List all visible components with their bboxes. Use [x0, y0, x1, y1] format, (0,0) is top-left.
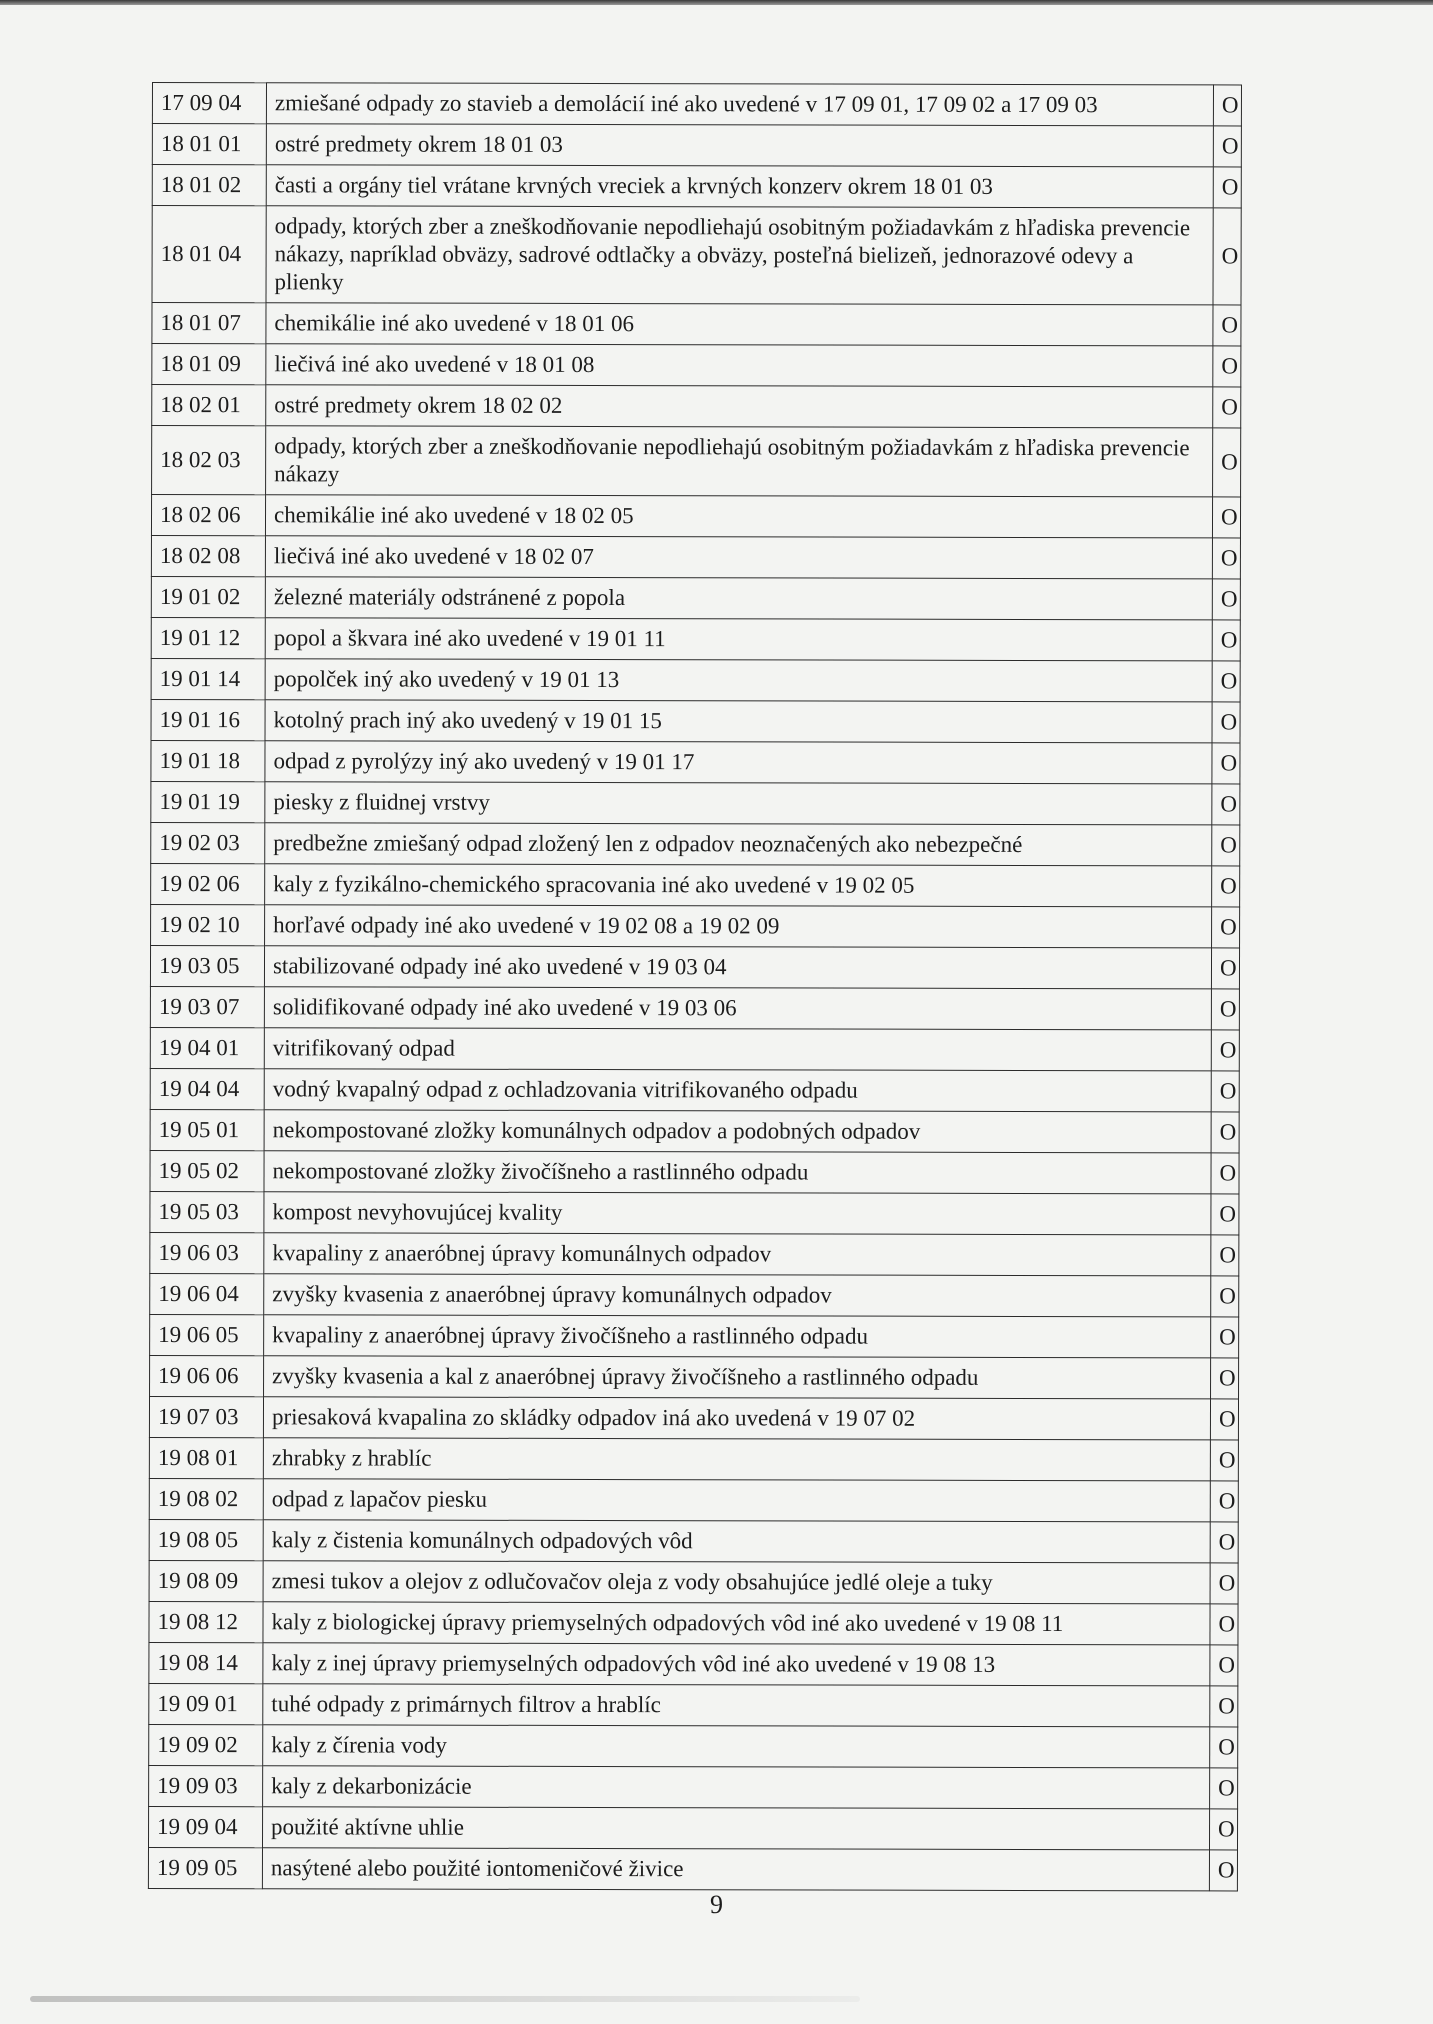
waste-description-cell: zhrabky z hrablíc	[263, 1438, 1210, 1481]
waste-description-cell: nekompostované zložky živočíšneho a rastlinného odpadu	[264, 1151, 1211, 1194]
waste-code-cell: 19 01 16	[151, 699, 265, 740]
waste-category-cell: O	[1210, 1604, 1238, 1645]
table-row	[151, 535, 1240, 578]
waste-category-cell: O	[1213, 305, 1241, 346]
waste-description-cell: vodný kvapalný odpad z ochladzovania vitrifikovaného odpadu	[264, 1069, 1211, 1112]
waste-description-cell: nasýtené alebo použité iontomeničové živice	[262, 1848, 1209, 1891]
table-row	[152, 385, 1241, 428]
waste-catalog-table	[148, 82, 1242, 1891]
waste-description-cell: kaly z čistenia komunálnych odpadových vôd	[263, 1520, 1210, 1563]
table-row	[151, 781, 1240, 824]
table-row	[150, 1232, 1239, 1275]
waste-description-cell: ostré predmety okrem 18 01 03	[266, 124, 1213, 167]
waste-category-cell: O	[1212, 538, 1240, 579]
table-row	[152, 344, 1241, 387]
waste-code-cell: 19 06 05	[150, 1314, 264, 1355]
waste-category-cell: O	[1211, 1358, 1239, 1399]
waste-code-cell: 18 01 04	[152, 206, 266, 303]
waste-category-cell: O	[1213, 428, 1241, 497]
table-row	[149, 1683, 1238, 1726]
waste-description-cell: železné materiály odstránené z popola	[265, 577, 1212, 620]
waste-category-cell: O	[1211, 1153, 1239, 1194]
waste-code-cell: 19 08 05	[149, 1519, 263, 1560]
waste-code-cell: 19 01 18	[151, 740, 265, 781]
waste-table-body	[148, 83, 1241, 1891]
table-row	[151, 822, 1240, 865]
waste-code-cell: 19 01 19	[151, 781, 265, 822]
table-row	[150, 1314, 1239, 1357]
waste-category-cell: O	[1212, 579, 1240, 620]
waste-category-cell: O	[1213, 387, 1241, 428]
table-row	[149, 1560, 1238, 1603]
table-row	[150, 1150, 1239, 1193]
waste-description-cell: kaly z inej úpravy priemyselných odpadových vôd iné ako uvedené v 19 08 13	[263, 1643, 1210, 1686]
waste-code-cell: 19 09 02	[149, 1724, 263, 1765]
waste-category-cell: O	[1210, 1768, 1238, 1809]
waste-category-cell: O	[1210, 1440, 1238, 1481]
waste-category-cell: O	[1211, 1276, 1239, 1317]
waste-category-cell: O	[1211, 1194, 1239, 1235]
waste-code-cell: 18 01 07	[152, 303, 266, 344]
waste-category-cell: O	[1212, 497, 1240, 538]
waste-code-cell: 19 06 06	[150, 1355, 264, 1396]
waste-code-cell: 19 08 01	[149, 1437, 263, 1478]
waste-description-cell: nekompostované zložky komunálnych odpadov a podobných odpadov	[264, 1110, 1211, 1153]
waste-category-cell: O	[1212, 866, 1240, 907]
waste-code-cell: 19 02 03	[151, 822, 265, 863]
waste-category-cell: O	[1211, 1112, 1239, 1153]
waste-category-cell: O	[1213, 85, 1241, 126]
waste-description-cell: časti a orgány tiel vrátane krvných vreciek a krvných konzerv okrem 18 01 03	[266, 165, 1213, 208]
waste-category-cell: O	[1213, 346, 1241, 387]
waste-code-cell: 19 07 03	[149, 1396, 263, 1437]
table-row	[150, 1068, 1239, 1111]
waste-description-cell: tuhé odpady z primárnych filtrov a hrablíc	[263, 1684, 1210, 1727]
table-row	[152, 303, 1241, 346]
waste-description-cell: kvapaliny z anaeróbnej úpravy komunálnych odpadov	[264, 1233, 1211, 1276]
waste-description-cell: kaly z čírenia vody	[263, 1725, 1210, 1768]
table-row	[152, 426, 1241, 497]
waste-description-cell: odpady, ktorých zber a zneškodňovanie nepodliehajú osobitným požiadavkám z hľadiska prevencie nákazy	[266, 426, 1213, 497]
table-row	[150, 945, 1239, 988]
waste-table-container	[148, 82, 1242, 1891]
waste-description-cell: kaly z fyzikálno-chemického spracovania iné ako uvedené v 19 02 05	[265, 864, 1212, 907]
waste-description-cell: zmesi tukov a olejov z odlučovačov oleja z vody obsahujúce jedlé oleje a tuky	[263, 1561, 1210, 1604]
waste-description-cell: predbežne zmiešaný odpad zložený len z odpadov neoznačených ako nebezpečné	[265, 823, 1212, 866]
waste-description-cell: kaly z dekarbonizácie	[263, 1766, 1210, 1809]
table-row	[152, 165, 1241, 208]
waste-description-cell: kotolný prach iný ako uvedený v 19 01 15	[265, 700, 1212, 743]
page-number: 9	[710, 1890, 723, 1919]
waste-category-cell: O	[1212, 661, 1240, 702]
table-row	[149, 1601, 1238, 1644]
table-row	[152, 83, 1241, 126]
waste-category-cell: O	[1211, 1235, 1239, 1276]
waste-code-cell: 19 02 06	[151, 863, 265, 904]
waste-code-cell: 19 01 14	[151, 658, 265, 699]
table-row	[152, 206, 1241, 305]
waste-category-cell: O	[1210, 1522, 1238, 1563]
waste-category-cell: O	[1212, 784, 1240, 825]
table-row	[151, 740, 1240, 783]
waste-code-cell: 19 09 01	[149, 1683, 263, 1724]
waste-code-cell: 19 03 05	[150, 945, 264, 986]
table-row	[151, 658, 1240, 701]
waste-code-cell: 19 03 07	[150, 986, 264, 1027]
waste-description-cell: odpad z lapačov piesku	[263, 1479, 1210, 1522]
table-row	[150, 1027, 1239, 1070]
waste-description-cell: ostré predmety okrem 18 02 02	[266, 385, 1213, 428]
table-row	[151, 576, 1240, 619]
waste-category-cell: O	[1212, 825, 1240, 866]
waste-category-cell: O	[1211, 989, 1239, 1030]
waste-code-cell: 19 08 02	[149, 1478, 263, 1519]
waste-code-cell: 19 09 05	[148, 1847, 262, 1888]
waste-category-cell: O	[1211, 1317, 1239, 1358]
waste-category-cell: O	[1210, 1727, 1238, 1768]
table-row	[149, 1519, 1238, 1562]
waste-description-cell: liečivá iné ako uvedené v 18 01 08	[266, 344, 1213, 387]
waste-code-cell: 18 02 01	[152, 385, 266, 426]
waste-category-cell: O	[1212, 907, 1240, 948]
table-row	[151, 699, 1240, 742]
waste-code-cell: 18 01 01	[152, 124, 266, 165]
table-row	[149, 1642, 1238, 1685]
table-row	[150, 1109, 1239, 1152]
waste-category-cell: O	[1212, 743, 1240, 784]
waste-code-cell: 19 01 02	[151, 576, 265, 617]
waste-category-cell: O	[1212, 620, 1240, 661]
waste-code-cell: 19 08 12	[149, 1601, 263, 1642]
waste-code-cell: 18 02 06	[151, 495, 265, 536]
waste-description-cell: priesaková kvapalina zo skládky odpadov iná ako uvedená v 19 07 02	[263, 1397, 1210, 1440]
waste-description-cell: piesky z fluidnej vrstvy	[265, 782, 1212, 825]
waste-category-cell: O	[1213, 167, 1241, 208]
waste-description-cell: kompost nevyhovujúcej kvality	[264, 1192, 1211, 1235]
waste-description-cell: použité aktívne uhlie	[262, 1807, 1209, 1850]
waste-code-cell: 19 05 01	[150, 1109, 264, 1150]
waste-code-cell: 19 05 02	[150, 1150, 264, 1191]
scan-smudge	[30, 1996, 860, 2002]
table-row	[151, 495, 1240, 538]
table-row	[148, 1806, 1237, 1849]
table-row	[150, 1273, 1239, 1316]
waste-category-cell: O	[1213, 208, 1241, 305]
waste-category-cell: O	[1211, 1071, 1239, 1112]
table-row	[151, 863, 1240, 906]
waste-code-cell: 19 09 04	[148, 1806, 262, 1847]
waste-category-cell: O	[1209, 1809, 1237, 1850]
waste-description-cell: kaly z biologickej úpravy priemyselných odpadových vôd iné ako uvedené v 19 08 11	[263, 1602, 1210, 1645]
waste-description-cell: vitrifikovaný odpad	[264, 1028, 1211, 1071]
waste-description-cell: odpad z pyrolýzy iný ako uvedený v 19 01 17	[265, 741, 1212, 784]
waste-code-cell: 19 08 14	[149, 1642, 263, 1683]
scan-top-edge	[0, 0, 1433, 5]
waste-code-cell: 17 09 04	[152, 83, 266, 124]
table-row	[150, 1355, 1239, 1398]
waste-code-cell: 18 02 08	[151, 535, 265, 576]
waste-code-cell: 19 06 03	[150, 1232, 264, 1273]
table-row	[149, 1724, 1238, 1767]
waste-description-cell: stabilizované odpady iné ako uvedené v 19 03 04	[264, 946, 1211, 989]
waste-category-cell: O	[1210, 1399, 1238, 1440]
waste-category-cell: O	[1210, 1686, 1238, 1727]
waste-category-cell: O	[1210, 1645, 1238, 1686]
table-row	[151, 904, 1240, 947]
waste-category-cell: O	[1210, 1481, 1238, 1522]
waste-category-cell: O	[1209, 1850, 1237, 1891]
waste-code-cell: 19 08 09	[149, 1560, 263, 1601]
table-row	[151, 617, 1240, 660]
waste-code-cell: 19 05 03	[150, 1191, 264, 1232]
table-row	[150, 1191, 1239, 1234]
waste-code-cell: 18 01 09	[152, 344, 266, 385]
waste-description-cell: chemikálie iné ako uvedené v 18 01 06	[266, 303, 1213, 346]
waste-category-cell: O	[1212, 702, 1240, 743]
waste-description-cell: chemikálie iné ako uvedené v 18 02 05	[265, 495, 1212, 538]
waste-category-cell: O	[1211, 948, 1239, 989]
waste-category-cell: O	[1213, 126, 1241, 167]
waste-description-cell: horľavé odpady iné ako uvedené v 19 02 08 a 19 02 09	[265, 905, 1212, 948]
waste-category-cell: O	[1210, 1563, 1238, 1604]
waste-code-cell: 19 04 01	[150, 1027, 264, 1068]
waste-description-cell: popolček iný ako uvedený v 19 01 13	[265, 659, 1212, 702]
waste-description-cell: kvapaliny z anaeróbnej úpravy živočíšneho a rastlinného odpadu	[264, 1315, 1211, 1358]
table-row	[152, 124, 1241, 167]
waste-description-cell: odpady, ktorých zber a zneškodňovanie nepodliehajú osobitným požiadavkám z hľadiska prevencie nákazy, napríklad obväzy, sadrové odtlačky a obväzy, posteľná bielizeň, jednorazové odevy a plienky	[266, 206, 1213, 305]
waste-description-cell: liečivá iné ako uvedené v 18 02 07	[265, 536, 1212, 579]
table-row	[150, 986, 1239, 1029]
table-row	[149, 1437, 1238, 1480]
waste-description-cell: zvyšky kvasenia a kal z anaeróbnej úpravy živočíšneho a rastlinného odpadu	[264, 1356, 1211, 1399]
waste-code-cell: 19 06 04	[150, 1273, 264, 1314]
table-row	[149, 1396, 1238, 1439]
waste-category-cell: O	[1211, 1030, 1239, 1071]
waste-code-cell: 19 04 04	[150, 1068, 264, 1109]
table-row	[149, 1765, 1238, 1808]
table-row	[149, 1478, 1238, 1521]
waste-description-cell: solidifikované odpady iné ako uvedené v 19 03 06	[264, 987, 1211, 1030]
waste-code-cell: 19 09 03	[149, 1765, 263, 1806]
waste-description-cell: zvyšky kvasenia z anaeróbnej úpravy komunálnych odpadov	[264, 1274, 1211, 1317]
waste-code-cell: 18 02 03	[152, 426, 266, 495]
waste-description-cell: popol a škvara iné ako uvedené v 19 01 11	[265, 618, 1212, 661]
waste-code-cell: 18 01 02	[152, 165, 266, 206]
waste-code-cell: 19 02 10	[151, 904, 265, 945]
waste-code-cell: 19 01 12	[151, 617, 265, 658]
table-row	[148, 1847, 1237, 1890]
waste-description-cell: zmiešané odpady zo stavieb a demolácií iné ako uvedené v 17 09 01, 17 09 02 a 17 09 03	[266, 83, 1213, 126]
